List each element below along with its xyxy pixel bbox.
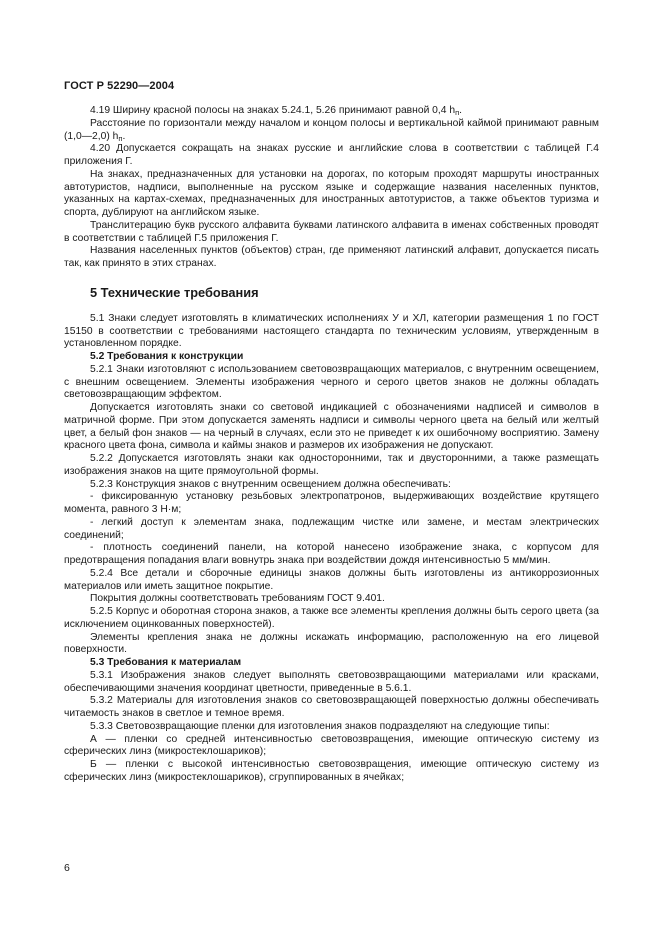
paragraph-5-2-1: 5.2.1 Знаки изготовляют с использованием световозвращающих материалов, с внутренним освещением, с внешним освещением. Элементы изображения черного и серого цветов знаков не должны обладать световозвращающим эффектом. [64, 363, 599, 401]
paragraph-4-20: 4.20 Допускается сокращать на знаках русские и английские слова в соответствии с таблицей Г.4 приложения Г. [64, 143, 599, 167]
paragraph-5-2-3: 5.2.3 Конструкция знаков с внутренним освещением должна обеспечивать: [90, 478, 451, 490]
paragraph-4-19: 4.19 Ширину красной полосы на знаках 5.24.1, 5.26 принимают равной 0,4 $h_п$. [90, 105, 463, 117]
page-number: 6 [64, 862, 70, 874]
paragraph-4-20-latin: Названия населенных пунктов (объектов) стран, где применяют латинский алфавит, допускается писать так, как принято в этих странах. [64, 245, 599, 269]
paragraph-5-3-2: 5.3.2 Материалы для изготовления знаков со световозвращающей поверхностью должны обеспечивать читаемость знаков в светлое и темное время. [64, 695, 599, 719]
document-code-header: ГОСТ Р 52290—2004 [64, 80, 175, 92]
paragraph-5-3-1: 5.3.1 Изображения знаков следует выполнять световозвращающими материалами или красками, обеспечивающими значения координат цветности, приведенные в 5.6.1. [64, 669, 599, 694]
paragraph-5-2-5: 5.2.5 Корпус и оборотная сторона знаков, а также все элементы крепления должны быть серого цвета (за исключением оцинкованных поверхностей). [64, 606, 599, 630]
paragraph-4-20-english: На знаках, предназначенных для установки на дорогах, по которым проходят маршруты иностранных автотуристов, надписи, выполненные на русском языке и содержащие названия населенных пунктов, указанных на картах-схемах, предназначенных для иностранных автотуристов, а также объектов туризма и спорта, дублируют на английском языке. [64, 168, 599, 218]
section-5-title: 5 Технические требования [90, 284, 259, 300]
paragraph-5-3-3: 5.3.3 Световозвращающие пленки для изготовления знаков подразделяют на следующие типы: [90, 720, 550, 732]
subsection-5-2-title: 5.2 Требования к конструкции [90, 351, 244, 362]
paragraph-5-2-4-coatings: Покрытия должны соответствовать требованиям ГОСТ 9.401. [90, 593, 385, 605]
list-item-sockets: - фиксированную установку резьбовых электропатронов, выдерживающих воздействие крутящего момента, равного 3 Н·м; [64, 491, 599, 515]
list-item-access: - легкий доступ к элементам знака, подлежащим чистке или замене, и местам электрических соединений; [64, 516, 599, 541]
list-item-type-a: А — пленки со средней интенсивностью световозвращения, имеющие оптическую систему из сферических линз (микростеклошариков); [64, 733, 599, 758]
paragraph-4-20-transliteration: Транслитерацию букв русского алфавита буквами латинского алфавита в именах собственных проводят в соответствии с таблицей Г.5 приложения Г. [64, 219, 599, 244]
paragraph-5-2-2: 5.2.2 Допускается изготовлять знаки как односторонними, так и двусторонними, а также размещать изображения знаков на щите прямоугольной формы. [64, 453, 599, 477]
list-item-sealing: - плотность соединений панели, на которой нанесено изображение знака, с корпусом для предотвращения попадания влаги вовнутрь знака при воздействии дождя интенсивностью 5 мм/мин. [64, 542, 599, 566]
paragraph-5-2-5-fasteners: Элементы крепления знака не должны искажать информацию, расположенную на его лицевой поверхности. [64, 631, 599, 656]
list-item-type-b: Б — пленки с высокой интенсивностью световозвращения, имеющие оптическую систему из сферических линз (микростеклошариков), сгруппированных в ячейках; [64, 759, 599, 783]
paragraph-4-19-distance: Расстояние по горизонтали между началом и концом полосы и вертикальной каймой принимают равным (1,0—2,0) $h_п$. [64, 117, 599, 143]
subsection-5-3-title: 5.3 Требования к материалам [90, 657, 242, 668]
document-body [64, 105, 599, 785]
paragraph-5-2-4: 5.2.4 Все детали и сборочные единицы знаков должны быть изготовлены из антикоррозионных материалов или иметь защитное покрытие. [64, 567, 599, 592]
paragraph-5-2-1-matrix: Допускается изготовлять знаки со световой индикацией с обозначениями надписей и символов в матричной форме. При этом допускается заменять надписи и символы черного цвета на белый или желтый цвет, а белый фон знаков — на черный в случаях, если это не приведет к их ошибочному восприятию. Замену красного цвета фона, символа и каймы знаков и размеров их изображения не допускают. [64, 402, 599, 452]
paragraph-5-1: 5.1 Знаки следует изготовлять в климатических исполнениях У и ХЛ, категории размещения 1 по ГОСТ 15150 в соответствии с требованиями настоящего стандарта по техническим условиям, утвержденным в установленном порядке. [64, 312, 599, 350]
